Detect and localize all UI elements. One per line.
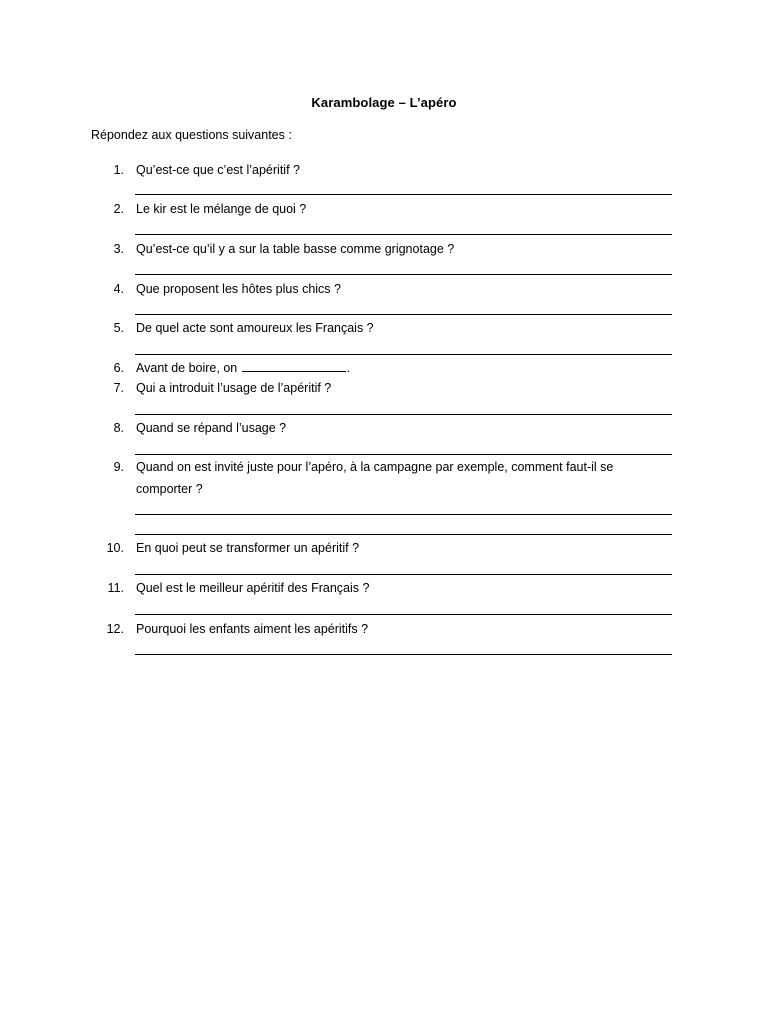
question-number: 3.: [113, 242, 124, 256]
answer-line-5[interactable]: [135, 354, 672, 355]
question-text: Pourquoi les enfants aiment les apéritifs ?: [136, 622, 369, 636]
answer-line-9a[interactable]: [135, 514, 672, 515]
answer-line-1[interactable]: [135, 194, 672, 195]
question-text: Le kir est le mélange de quoi ?: [136, 202, 307, 216]
answer-line-11[interactable]: [135, 614, 672, 615]
fill-in-blank[interactable]: [242, 360, 346, 372]
question-number: 9.: [113, 460, 124, 474]
answer-line-8[interactable]: [135, 454, 672, 455]
question-text: Que proposent les hôtes plus chics ?: [136, 282, 341, 296]
question-text: Qu’est-ce qu’il y a sur la table basse comme grignotage ?: [136, 242, 455, 256]
question-text-line-2: comporter ?: [136, 482, 203, 496]
question-text-line-1: Quand on est invité juste pour l’apéro, à la campagne par exemple, comment faut-il se: [136, 460, 614, 474]
question-number: 8.: [113, 421, 124, 435]
question-text: Quel est le meilleur apéritif des Français ?: [136, 581, 370, 595]
question-number: 6.: [113, 361, 124, 375]
answer-line-3[interactable]: [135, 274, 672, 275]
question-number: 11.: [107, 581, 124, 595]
answer-line-9b[interactable]: [135, 534, 672, 535]
question-text: En quoi peut se transformer un apéritif ?: [136, 541, 360, 555]
answer-line-10[interactable]: [135, 574, 672, 575]
question-text: [136, 358, 676, 378]
question-number: 1.: [113, 163, 124, 177]
answer-line-2[interactable]: [135, 234, 672, 235]
question-number: 10.: [106, 541, 124, 555]
page-title: Karambolage – L’apéro: [311, 95, 457, 110]
answer-line-4[interactable]: [135, 314, 672, 315]
question-text-after: .: [346, 361, 351, 375]
question-text: Quand se répand l’usage ?: [136, 421, 287, 435]
question-number: 5.: [113, 321, 124, 335]
question-number: 7.: [113, 381, 124, 395]
answer-line-7[interactable]: [135, 414, 672, 415]
question-text: Qui a introduit l’usage de l’apéritif ?: [136, 381, 332, 395]
instruction-text: Répondez aux questions suivantes :: [91, 128, 292, 142]
question-number: 12.: [106, 622, 124, 636]
question-number: 2.: [113, 202, 124, 216]
question-number: 4.: [113, 282, 124, 296]
answer-line-12[interactable]: [135, 654, 672, 655]
question-text-before: Avant de boire, on: [136, 361, 238, 375]
question-text: De quel acte sont amoureux les Français ?: [136, 321, 374, 335]
question-text: Qu’est-ce que c’est l’apéritif ?: [136, 163, 300, 177]
